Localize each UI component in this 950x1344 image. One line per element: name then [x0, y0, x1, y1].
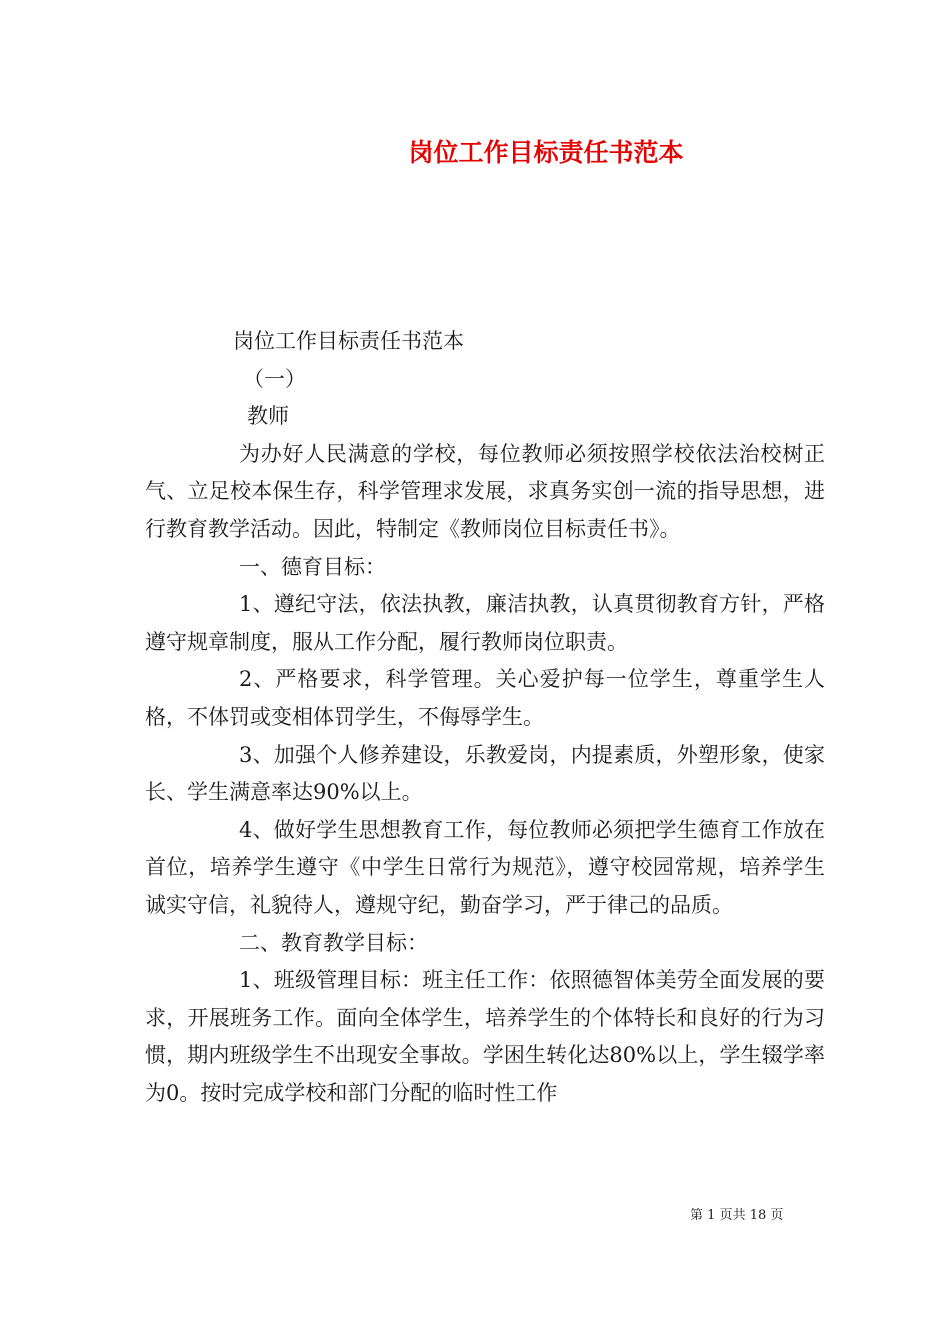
- heading-teaching-goals: 二、教育教学目标：: [239, 930, 428, 955]
- document-body: [145, 323, 825, 1112]
- role-label: 教师: [247, 404, 289, 429]
- footer-total-pages: 18: [749, 1208, 767, 1223]
- paragraph-intro: 为办好人民满意的学校，每位教师必须按照学校依法治校树正气、立足校本保生存，科学管理求发展，求真务实创一流的指导思想，进行教育教学活动。因此，特制定《教师岗位目标责任书》。: [145, 441, 825, 541]
- paragraph-moral-4: 4、做好学生思想教育工作，每位教师必须把学生德育工作放在首位，培养学生遵守《中学生日常行为规范》，遵守校园常规，培养学生诚实守信，礼貌待人，遵规守纪，勤奋学习，严于律己的品质。: [145, 817, 825, 917]
- paragraph-moral-2: 2、严格要求，科学管理。关心爱护每一位学生，尊重学生人格，不体罚或变相体罚学生，不侮辱学生。: [145, 667, 825, 729]
- paragraph-teaching-1: 1、班级管理目标：班主任工作：依照德智体美劳全面发展的要求，开展班务工作。面向全体学生，培养学生的个体特长和良好的行为习惯，期内班级学生不出现安全事故。学困生转化达80%以上，学生辍学率为0。按时完成学校和部门分配的临时性工作: [145, 968, 825, 1105]
- footer-middle: 页共: [719, 1208, 746, 1223]
- footer-current-page: 1: [707, 1208, 716, 1223]
- document-title: 岗位工作目标责任书范本: [408, 138, 684, 167]
- paragraph-moral-1: 1、遵纪守法，依法执教，廉洁执教，认真贯彻教育方针，严格遵守规章制度，服从工作分配，履行教师岗位职责。: [145, 592, 825, 654]
- page-footer: [690, 1204, 830, 1223]
- footer-suffix: 页: [770, 1208, 784, 1223]
- section-marker: （一）: [243, 366, 306, 391]
- footer-prefix: 第: [690, 1208, 704, 1223]
- paragraph-moral-3: 3、加强个人修养建设，乐教爱岗，内提素质，外塑形象，使家长、学生满意率达90%以上。: [145, 742, 825, 805]
- heading-moral-goals: 一、德育目标：: [239, 554, 386, 579]
- document-subtitle: 岗位工作目标责任书范本: [233, 329, 464, 353]
